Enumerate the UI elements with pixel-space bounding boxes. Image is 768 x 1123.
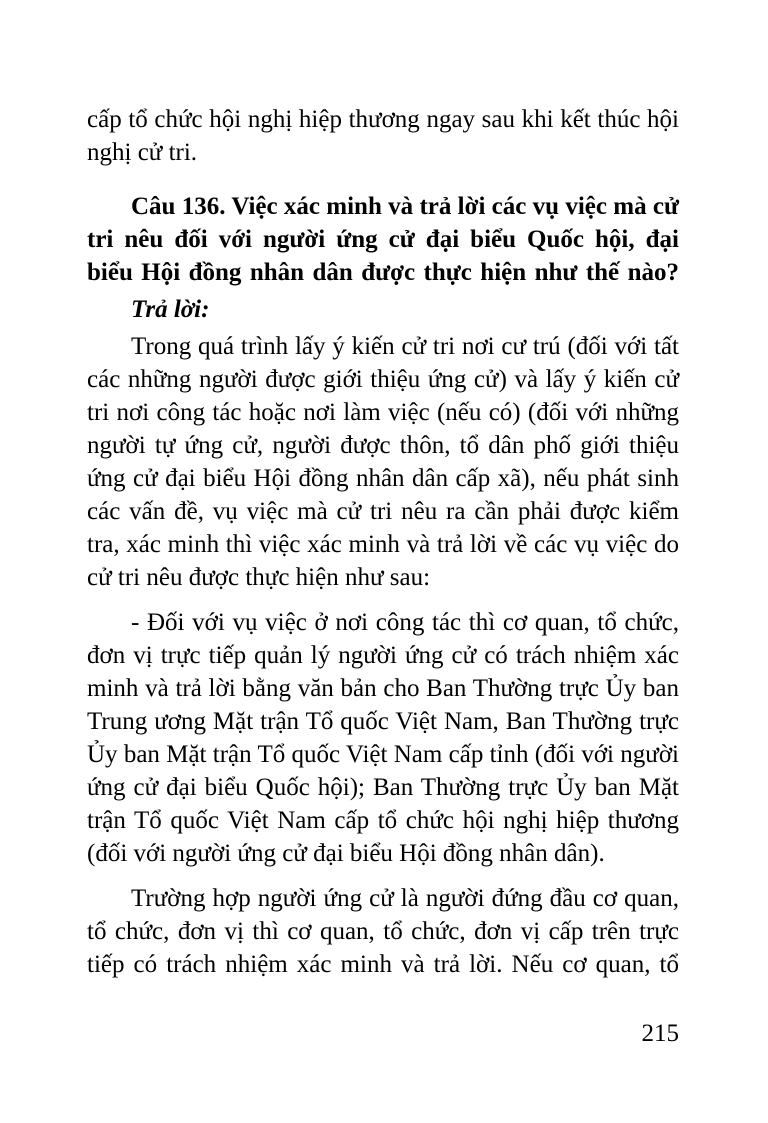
text-line: Trung ương Mặt trận Tổ quốc Việt Nam, Ban Thường trực: [87, 708, 679, 735]
answer-paragraph-1: [87, 330, 679, 594]
answer-paragraph-3: [87, 882, 679, 981]
text-line: tổ chức, đơn vị thì cơ quan, tổ chức, đơn vị cấp trên trực: [87, 918, 679, 945]
question-line: Câu 136. Việc xác minh và trả lời các vụ việc mà cử: [131, 193, 679, 220]
answer-paragraph-2: [87, 606, 679, 870]
question-heading: [87, 190, 679, 289]
text-line: ứng cử đại biểu Quốc hội); Ban Thường trực Ủy ban Mặt: [87, 774, 679, 801]
text-line: trận Tổ quốc Việt Nam cấp tổ chức hội nghị hiệp thương: [87, 807, 679, 834]
continuation-paragraph: [87, 103, 679, 169]
text-line: tiếp có trách nhiệm xác minh và trả lời. Nếu cơ quan, tổ: [87, 951, 679, 978]
text-line: cử tri nêu được thực hiện như sau:: [87, 564, 431, 591]
text-line: Ủy ban Mặt trận Tổ quốc Việt Nam cấp tỉnh (đối với người: [87, 741, 679, 768]
text-line: minh và trả lời bằng văn bản cho Ban Thường trực Ủy ban: [87, 675, 679, 702]
text-line: nghị cử tri.: [87, 139, 198, 166]
text-line: người tự ứng cử, người được thôn, tổ dân phố giới thiệu: [87, 432, 679, 459]
text-line: các vấn đề, vụ việc mà cử tri nêu ra cần phải được kiểm: [87, 498, 679, 525]
text-line: các những người được giới thiệu ứng cử) và lấy ý kiến cử: [87, 366, 679, 393]
text-line: cấp tổ chức hội nghị hiệp thương ngay sau khi kết thúc hội: [87, 106, 679, 133]
text-line: Trong quá trình lấy ý kiến cử tri nơi cư trú (đối với tất: [131, 333, 679, 360]
text-line: tra, xác minh thì việc xác minh và trả lời về các vụ việc do: [87, 531, 679, 558]
text-line: ứng cử đại biểu Hội đồng nhân dân cấp xã), nếu phát sinh: [87, 465, 679, 492]
page-body: [87, 103, 679, 981]
page-number: 215: [641, 1020, 679, 1047]
answer-label: Trả lời:: [131, 296, 210, 323]
question-line: biểu Hội đồng nhân dân được thực hiện như thế nào?: [87, 259, 679, 286]
text-line: (đối với người ứng cử đại biểu Hội đồng nhân dân).: [87, 840, 605, 867]
question-line: tri nêu đối với người ứng cử đại biểu Quốc hội, đại: [87, 226, 679, 253]
text-line: Trường hợp người ứng cử là người đứng đầu cơ quan,: [131, 885, 679, 912]
text-line: - Đối với vụ việc ở nơi công tác thì cơ quan, tổ chức,: [131, 609, 679, 636]
text-line: tri nơi công tác hoặc nơi làm việc (nếu có) (đối với những: [87, 399, 679, 426]
text-line: đơn vị trực tiếp quản lý người ứng cử có trách nhiệm xác: [87, 642, 679, 669]
